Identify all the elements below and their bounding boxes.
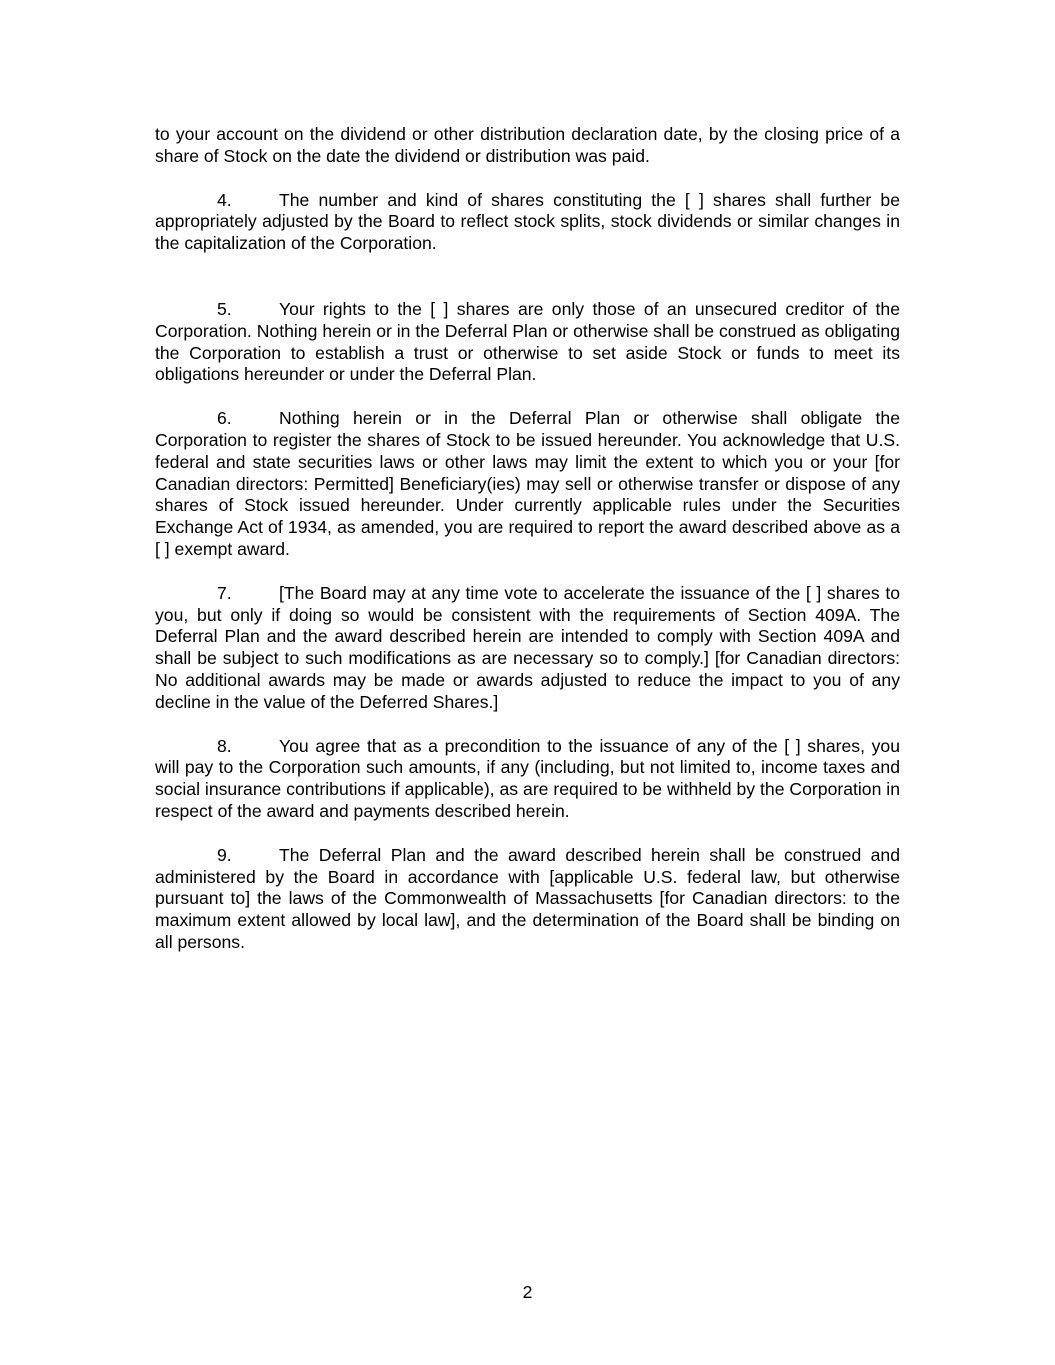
paragraph-4 bbox=[155, 190, 900, 255]
paragraph-gap bbox=[155, 386, 900, 408]
paragraph-gap bbox=[155, 823, 900, 845]
paragraph-6-number: 6. bbox=[217, 408, 232, 429]
continuation-paragraph: to your account on the dividend or other distribution declaration date, by the closing price of a share of Stock on the date the dividend or distribution was paid. bbox=[155, 124, 900, 166]
paragraph-8 bbox=[155, 736, 900, 823]
paragraph-5 bbox=[155, 299, 900, 386]
paragraph-7 bbox=[155, 583, 900, 714]
paragraph-4-number: 4. bbox=[217, 189, 232, 210]
paragraph-6 bbox=[155, 408, 900, 561]
paragraph-4-text: The number and kind of shares constituting the [ ] shares shall further be appropriately adjusted by the Board to reflect stock splits, stock dividends or similar changes in the capitalization of the Corporation. bbox=[155, 189, 900, 254]
paragraph-gap bbox=[155, 561, 900, 583]
paragraph-gap bbox=[155, 714, 900, 736]
paragraph-7-number: 7. bbox=[217, 582, 232, 603]
paragraph-gap bbox=[155, 255, 900, 299]
paragraph-8-number: 8. bbox=[217, 735, 232, 756]
page-number: 2 bbox=[522, 1282, 533, 1302]
paragraph-8-text: You agree that as a precondition to the issuance of any of the [ ] shares, you will pay to the Corporation such amounts, if any (including, but not limited to, income taxes and social insurance contributions if applicable), as are required to be withheld by the Corporation in respect of the award and payments described herein. bbox=[155, 735, 900, 821]
document-body bbox=[155, 124, 900, 954]
paragraph-9 bbox=[155, 845, 900, 954]
paragraph-6-text: Nothing herein or in the Deferral Plan or otherwise shall obligate the Corporation to register the shares of Stock to be issued hereunder. You acknowledge that U.S. federal and state securities laws or other laws may limit the extent to which you or your [for Canadian directors: Permitted] Beneficiary(ies) may sell or otherwise transfer or dispose of any shares of Stock issued hereunder. Under currently applicable rules under the Securities Exchange Act of 1934, as amended, you are required to report the award described above as a [ ] exempt award. bbox=[155, 408, 900, 559]
paragraph-5-number: 5. bbox=[217, 298, 232, 319]
paragraph-9-text: The Deferral Plan and the award described herein shall be construed and administered by the Board in accordance with [applicable U.S. federal law, but otherwise pursuant to] the laws of the Commonwealth of Massachusetts [for Canadian directors: to the maximum extent allowed by local law], and the determination of the Board shall be binding on all persons. bbox=[155, 844, 900, 952]
paragraph-9-number: 9. bbox=[217, 844, 232, 865]
paragraph-gap bbox=[155, 168, 900, 190]
paragraph-7-text: [The Board may at any time vote to accelerate the issuance of the [ ] shares to you, but only if doing so would be consistent with the requirements of Section 409A. The Deferral Plan and the award described herein are intended to comply with Section 409A and shall be subject to such modifications as are necessary so to comply.] [for Canadian directors: No additional awards may be made or awards adjusted to reduce the impact to you of any decline in the value of the Deferred Shares.] bbox=[155, 582, 900, 712]
paragraph-5-text: Your rights to the [ ] shares are only those of an unsecured creditor of the Corporation. Nothing herein or in the Deferral Plan or otherwise shall be construed as obligating the Corporation to establish a trust or otherwise to set aside Stock or funds to meet its obligations hereunder or under the Deferral Plan. bbox=[155, 298, 900, 385]
